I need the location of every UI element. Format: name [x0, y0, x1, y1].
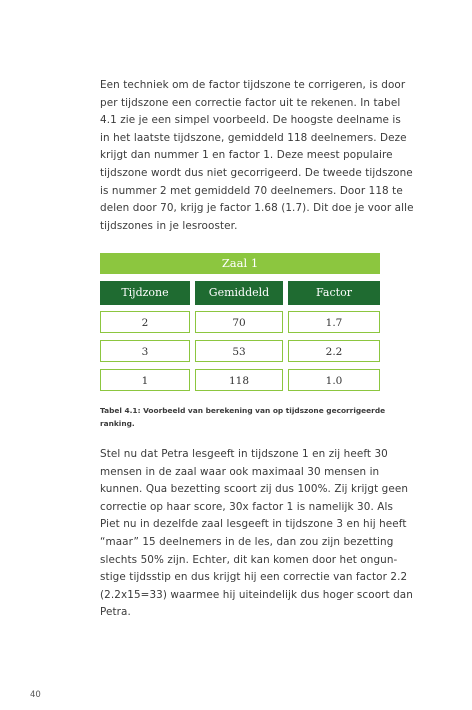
caption-line: ranking.: [100, 418, 135, 428]
column-header-gemiddeld: Gemiddeld: [195, 281, 283, 305]
page-number: 40: [30, 690, 41, 700]
table-cell: 53: [195, 340, 283, 362]
text-line: tijdszones in je lesrooster.: [100, 219, 238, 232]
table-cell: 1.7: [288, 311, 380, 333]
example-paragraph: [100, 446, 430, 622]
table-row: [100, 311, 380, 333]
column-header-factor: Factor: [288, 281, 380, 305]
table-row: [100, 369, 380, 391]
text-line: kunnen. Qua bezetting scoort zij dus 100%. Zij krijgt geen: [100, 483, 409, 496]
table-cell: 1: [100, 369, 190, 391]
text-line: (2.2x15=33) waarmee hij uiteindelijk dus hoger scoort dan: [100, 588, 413, 601]
table-cell: 118: [195, 369, 283, 391]
text-line: Stel nu dat Petra lesgeeft in tijdszone 1 en zij heeft 30: [100, 448, 388, 460]
table-caption: [100, 405, 430, 430]
text-line: Petra.: [100, 606, 131, 619]
text-line: per tijdszone een correctie factor uit te rekenen. In tabel: [100, 96, 401, 109]
table-cell: 1.0: [288, 369, 380, 391]
text-line: slechts 50% zijn. Echter, dit kan komen door het ongun-: [100, 553, 398, 566]
table-header-row: [100, 281, 380, 305]
caption-line: Tabel 4.1: Voorbeeld van berekening van op tijdszone gecorrigeerde: [100, 406, 386, 415]
table-cell: 70: [195, 311, 283, 333]
intro-paragraph: [100, 77, 430, 235]
text-line: stige tijdsstip en dus krijgt hij een correctie van factor 2.2: [100, 571, 408, 584]
text-line: is nummer 2 met gemiddeld 70 deelnemers. Door 118 te: [100, 184, 403, 197]
text-line: Piet nu in dezelfde zaal lesgeeft in tijdszone 3 en hij heeft: [100, 518, 407, 531]
text-line: Een techniek om de factor tijdszone te corrigeren, is door: [100, 79, 406, 91]
text-line: correctie op haar score, 30x factor 1 is namelijk 30. Als: [100, 500, 393, 513]
text-line: 4.1 zie je een simpel voorbeeld. De hoogste deelname is: [100, 114, 401, 127]
column-header-tijdzone: Tijdzone: [100, 281, 190, 305]
text-line: “maar” 15 deelnemers in de les, dan zou zijn bezetting: [100, 535, 394, 548]
text-line: krijgt dan nummer 1 en factor 1. Deze meest populaire: [100, 149, 393, 162]
factor-table: [100, 253, 380, 391]
table-cell: 2.2: [288, 340, 380, 362]
text-line: in het laatste tijdszone, gemiddeld 118 deelnemers. Deze: [100, 131, 407, 144]
table-group-header: Zaal 1: [100, 253, 380, 274]
text-line: tijdszone wordt dus niet gecorrigeerd. De tweede tijdszone: [100, 166, 413, 179]
table-row: [100, 340, 380, 362]
text-line: delen door 70, krijg je factor 1.68 (1.7). Dit doe je voor alle: [100, 202, 414, 215]
text-line: mensen in de zaal waar ook maximaal 30 mensen in: [100, 465, 380, 478]
table-cell: 2: [100, 311, 190, 333]
table-cell: 3: [100, 340, 190, 362]
